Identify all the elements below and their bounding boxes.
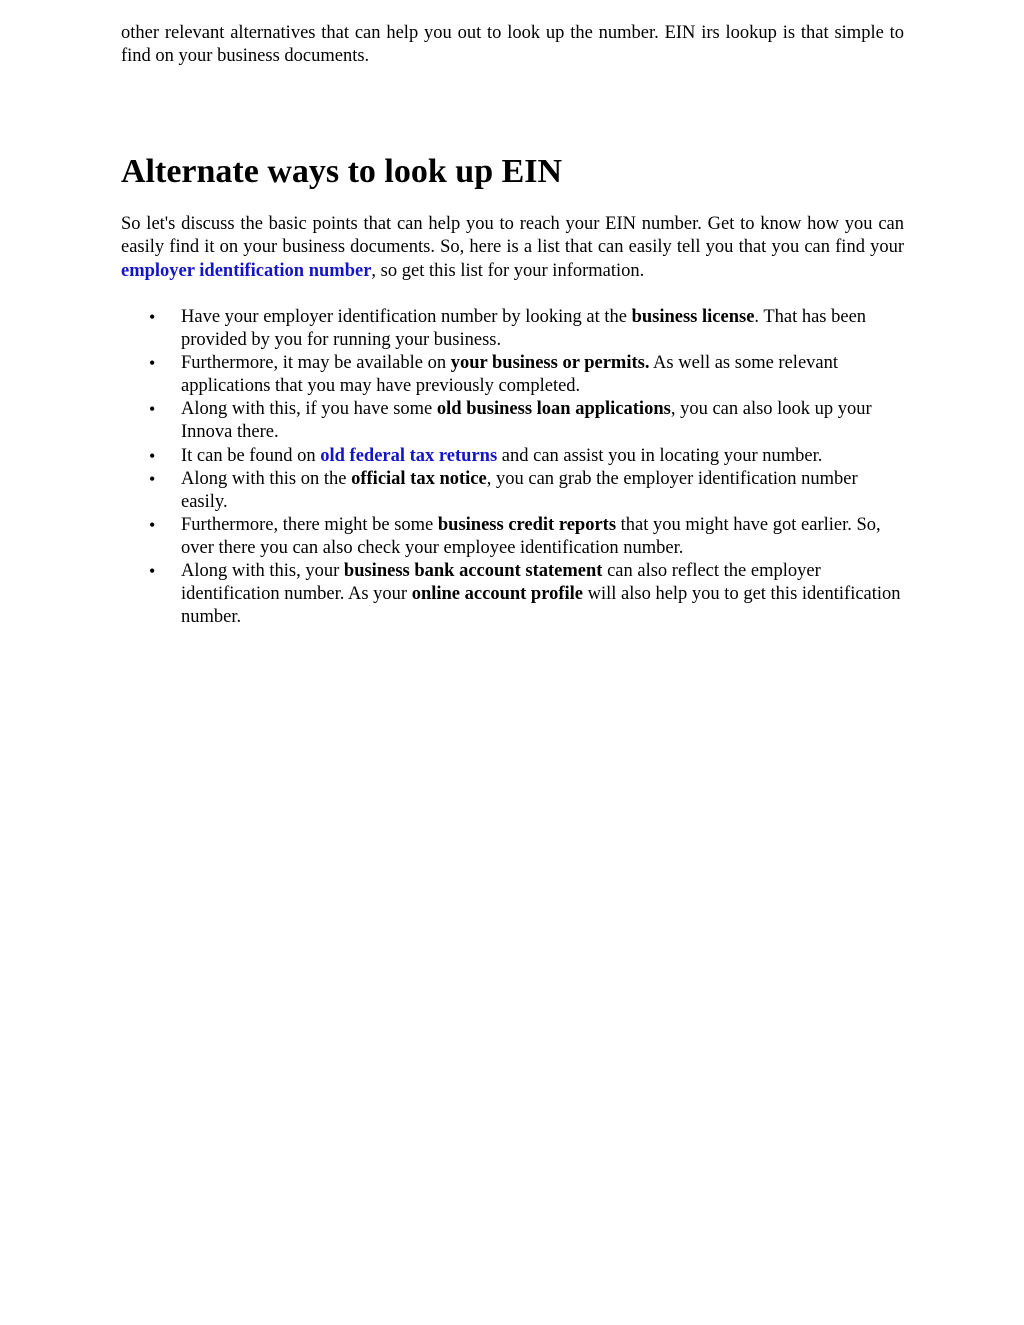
- intro-paragraph: [121, 213, 904, 283]
- list-item: [121, 306, 904, 352]
- list-item-text: . That has been provided by you for running your business.: [181, 307, 867, 351]
- bullet-icon: •: [149, 468, 156, 489]
- section-heading: Alternate ways to look up EIN: [121, 153, 563, 190]
- list-item-text: Along with this, if you have some: [181, 399, 437, 420]
- list-item-bold: business bank account statement: [343, 561, 603, 582]
- list-item-text: will also help you to get this identification number.: [181, 584, 901, 628]
- top-paragraph: other relevant alternatives that can help you out to look up the number. EIN irs lookup is that simple to find on your business documents.: [121, 23, 904, 67]
- document-page: [121, 22, 904, 628]
- list-item: [121, 398, 904, 444]
- bullet-icon: •: [149, 561, 156, 582]
- list-item-bold: business credit reports: [437, 514, 617, 535]
- list-item-text: can also reflect the employer identification number. As your: [181, 561, 821, 605]
- list-item-text: Have your employer identification number by looking at the: [181, 307, 632, 327]
- list-item-text: It can be found on: [181, 445, 321, 466]
- list-item: [121, 445, 904, 468]
- list-item: [121, 514, 904, 560]
- ein-sources-list: [121, 306, 904, 629]
- old-federal-tax-returns-link[interactable]: old federal tax returns: [320, 445, 498, 466]
- list-item-text: and can assist you in locating your number.: [497, 445, 823, 466]
- list-item: [121, 560, 904, 629]
- intro-text-before: So let's discuss the basic points that can help you to reach your EIN number. Get to know how you can easily find it on your business documents. So, here is a list that can easily tell you that you can find your: [121, 214, 904, 258]
- list-item-bold: online account profile: [411, 584, 583, 605]
- bullet-icon: •: [149, 445, 156, 466]
- list-item-text: , you can grab the employer identification number easily.: [181, 468, 858, 512]
- list-item-text: that you might have got earlier. So, over there you can also check your employee identification number.: [181, 514, 881, 558]
- bullet-icon: •: [149, 399, 156, 420]
- bullet-icon: •: [149, 514, 156, 535]
- bullet-icon: •: [149, 353, 156, 374]
- list-item-bold: business license: [631, 307, 755, 327]
- list-item-text: Along with this, your: [181, 561, 344, 582]
- list-item-text: Furthermore, it may be available on: [181, 353, 451, 374]
- list-item-text: As well as some relevant applications that you may have previously completed.: [181, 353, 839, 397]
- list-item-text: Furthermore, there might be some: [181, 514, 438, 535]
- employer-identification-number-link[interactable]: employer identification number: [121, 260, 372, 281]
- intro-text-after: , so get this list for your information.: [371, 260, 645, 281]
- list-item-text: Along with this on the: [181, 468, 352, 489]
- list-item: [121, 352, 904, 398]
- bullet-icon: •: [149, 307, 156, 327]
- list-item-bold: your business or permits.: [450, 353, 650, 374]
- list-item-text: , you can also look up your Innova there.: [181, 399, 872, 443]
- list-item-bold: official tax notice: [351, 468, 487, 489]
- list-item-bold: old business loan applications: [436, 399, 671, 420]
- list-item: [121, 468, 904, 514]
